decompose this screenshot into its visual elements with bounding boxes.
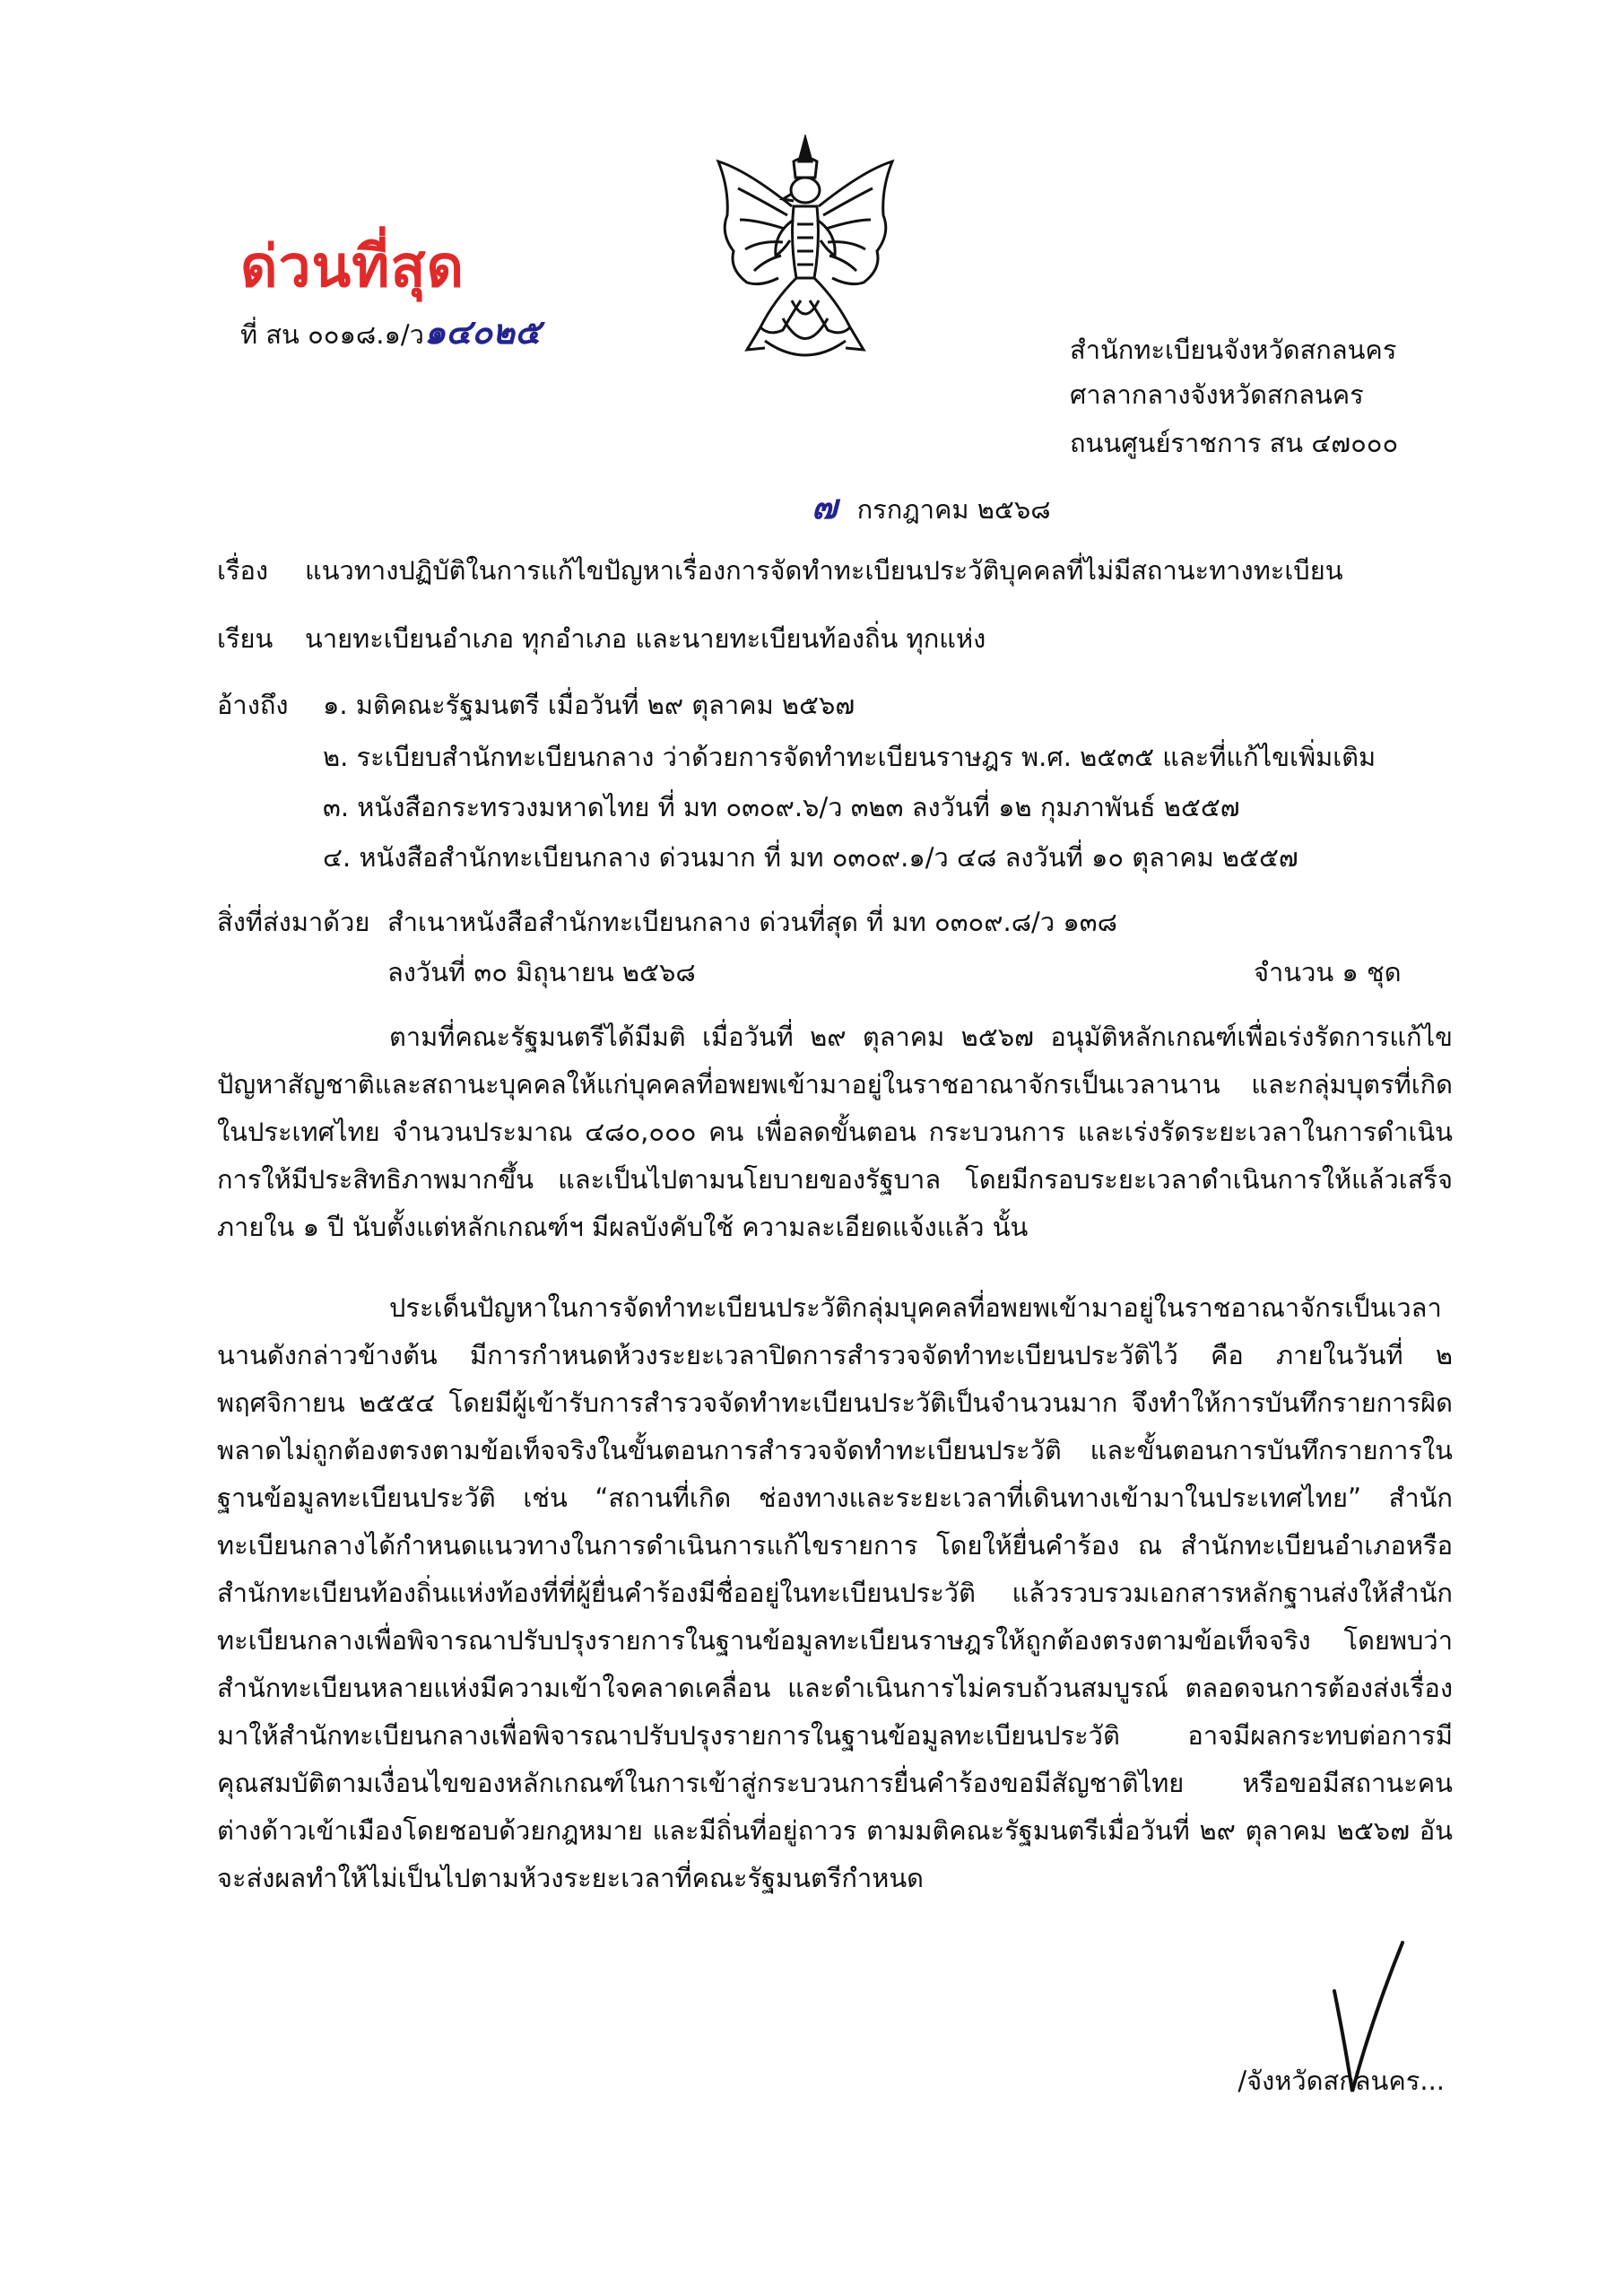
body-paragraph-1: ตามที่คณะรัฐมนตรีได้มีมติ เมื่อวันที่ ๒๙ ตุลาคม ๒๕๖๗ อนุมัติหลักเกณฑ์เพื่อเร่งรัดการแก้ไขปัญหาสัญชาติและสถานะบุคคลให้แก่บุคคลที่อพยพเข้ามาอยู่ในราชอาณาจักรเป็นเวลานาน และกลุ่มบุตรที่เกิดในประเทศไทย จำนวนประมาณ ๔๘๐,๐๐๐ คน เพื่อลดขั้นตอน กระบวนการ และเร่งรัดระยะเวลาในการดำเนินการให้มีประสิทธิภาพมากขึ้น และเป็นไปตามนโยบายของรัฐบาล โดยมีกรอบระยะเวลาดำเนินการให้แล้วเสร็จภายใน ๑ ปี นับตั้งแต่หลักเกณฑ์ฯ มีผลบังคับใช้ ความละเอียดแจ้งแล้ว นั้น: [217, 1022, 1453, 1242]
subject-label: เรื่อง: [217, 555, 269, 586]
reference-item: ๔. หนังสือสำนักทะเบียนกลาง ด่วนมาก ที่ มท ๐๓๐๙.๑/ว ๔๘ ลงวันที่ ๑๐ ตุลาคม ๒๕๕๗: [323, 842, 1298, 873]
date-month-year: กรกฎาคม ๒๕๖๘: [856, 494, 1051, 525]
subject-text: แนวทางปฏิบัติในการแก้ไขปัญหาเรื่องการจัดทำทะเบียนประวัติบุคคลที่ไม่มีสถานะทางทะเบียน: [305, 555, 1343, 586]
enclosure-date: ลงวันที่ ๓๐ มิถุนายน ๒๕๖๘: [387, 957, 696, 987]
sender-street: ถนนศูนย์ราชการ สน ๔๗๐๐๐: [1070, 428, 1399, 458]
document-date: [812, 487, 1051, 529]
document-number-handwritten: ๑๔๐๒๕: [423, 312, 541, 352]
enclosure-text: สำเนาหนังสือสำนักทะเบียนกลาง ด่วนที่สุด ที่ มท ๐๓๐๙.๘/ว ๑๓๘: [387, 907, 1117, 937]
body-paragraph-2: ประเด็นปัญหาในการจัดทำทะเบียนประวัติกลุ่มบุคคลที่อพยพเข้ามาอยู่ในราชอาณาจักรเป็นเวลานานดังกล่าวข้างต้น มีการกำหนดห้วงระยะเวลาปิดการสำรวจจัดทำทะเบียนประวัติไว้ คือ ภายในวันที่ ๒ พฤศจิกายน ๒๕๕๔ โดยมีผู้เข้ารับการสำรวจจัดทำทะเบียนประวัติเป็นจำนวนมาก จึงทำให้การบันทึกรายการผิดพลาดไม่ถูกต้องตรงตามข้อเท็จจริงในขั้นตอนการสำรวจจัดทำทะเบียนประวัติ และขั้นตอนการบันทึกรายการในฐานข้อมูลทะเบียนประวัติ เช่น “สถานที่เกิด ช่องทางและระยะเวลาที่เดินทางเข้ามาในประเทศไทย” สำนักทะเบียนกลางได้กำหนดแนวทางในการดำเนินการแก้ไขรายการ โดยให้ยื่นคำร้อง ณ สำนักทะเบียนอำเภอหรือสำนักทะเบียนท้องถิ่นแห่งท้องที่ที่ผู้ยื่นคำร้องมีชื่ออยู่ในทะเบียนประวัติ แล้วรวบรวมเอกสารหลักฐานส่งให้สำนักทะเบียนกลางเพื่อพิจารณาปรับปรุงรายการในฐานข้อมูลทะเบียนราษฎรให้ถูกต้องตรงตามข้อเท็จจริง โดยพบว่าสำนักทะเบียนหลายแห่งมีความเข้าใจคลาดเคลื่อน และดำเนินการไม่ครบถ้วนสมบูรณ์ ตลอดจนการต้องส่งเรื่องมาให้สำนักทะเบียนกลางเพื่อพิจารณาปรับปรุงรายการในฐานข้อมูลทะเบียนประวัติ อาจมีผลกระทบต่อการมีคุณสมบัติตามเงื่อนไขของหลักเกณฑ์ในการเข้าสู่กระบวนการยื่นคำร้องขอมีสัญชาติไทย หรือขอมีสถานะคนต่างด้าวเข้าเมืองโดยชอบด้วยกฎหมาย และมีถิ่นที่อยู่ถาวร ตามมติคณะรัฐมนตรีเมื่อวันที่ ๒๙ ตุลาคม ๒๕๖๗ อันจะส่งผลทำให้ไม่เป็นไปตามห้วงระยะเวลาที่คณะรัฐมนตรีกำหนด: [217, 1292, 1453, 1893]
recipient-line: [217, 619, 986, 658]
continuation-marker: /จังหวัดสกลนคร...: [1238, 2066, 1445, 2096]
garuda-emblem-icon: [711, 135, 899, 372]
recipient-label: เรียน: [217, 623, 274, 654]
references-label: อ้างถึง: [217, 690, 289, 720]
document-number: [240, 312, 541, 354]
subject-line: [217, 551, 1343, 590]
urgency-stamp: ด่วนที่สุด: [240, 234, 465, 300]
enclosure-quantity: จำนวน ๑ ชุด: [1254, 957, 1402, 987]
document-number-prefix: ที่ สน ๐๐๑๘.๑/ว: [240, 319, 424, 350]
sender-office: สำนักทะเบียนจังหวัดสกลนคร: [1070, 335, 1397, 365]
reference-item: ๓. หนังสือกระทรวงมหาดไทย ที่ มท ๐๓๐๙.๖/ว ๓๒๓ ลงวันที่ ๑๒ กุมภาพันธ์ ๒๕๕๗: [323, 792, 1240, 822]
enclosure-label: สิ่งที่ส่งมาด้วย: [217, 907, 370, 937]
reference-item: ๒. ระเบียบสำนักทะเบียนกลาง ว่าด้วยการจัดทำทะเบียนราษฎร พ.ศ. ๒๕๓๕ และที่แก้ไขเพิ่มเติม: [323, 742, 1376, 772]
reference-item: ๑. มติคณะรัฐมนตรี เมื่อวันที่ ๒๙ ตุลาคม ๒๕๖๗: [323, 690, 855, 720]
date-day-handwritten: ๗: [812, 487, 838, 526]
enclosure-line: [217, 902, 1117, 942]
recipient-text: นายทะเบียนอำเภอ ทุกอำเภอ และนายทะเบียนท้องถิ่น ทุกแห่ง: [305, 623, 986, 654]
sender-building: ศาลากลางจังหวัดสกลนคร: [1070, 379, 1364, 410]
